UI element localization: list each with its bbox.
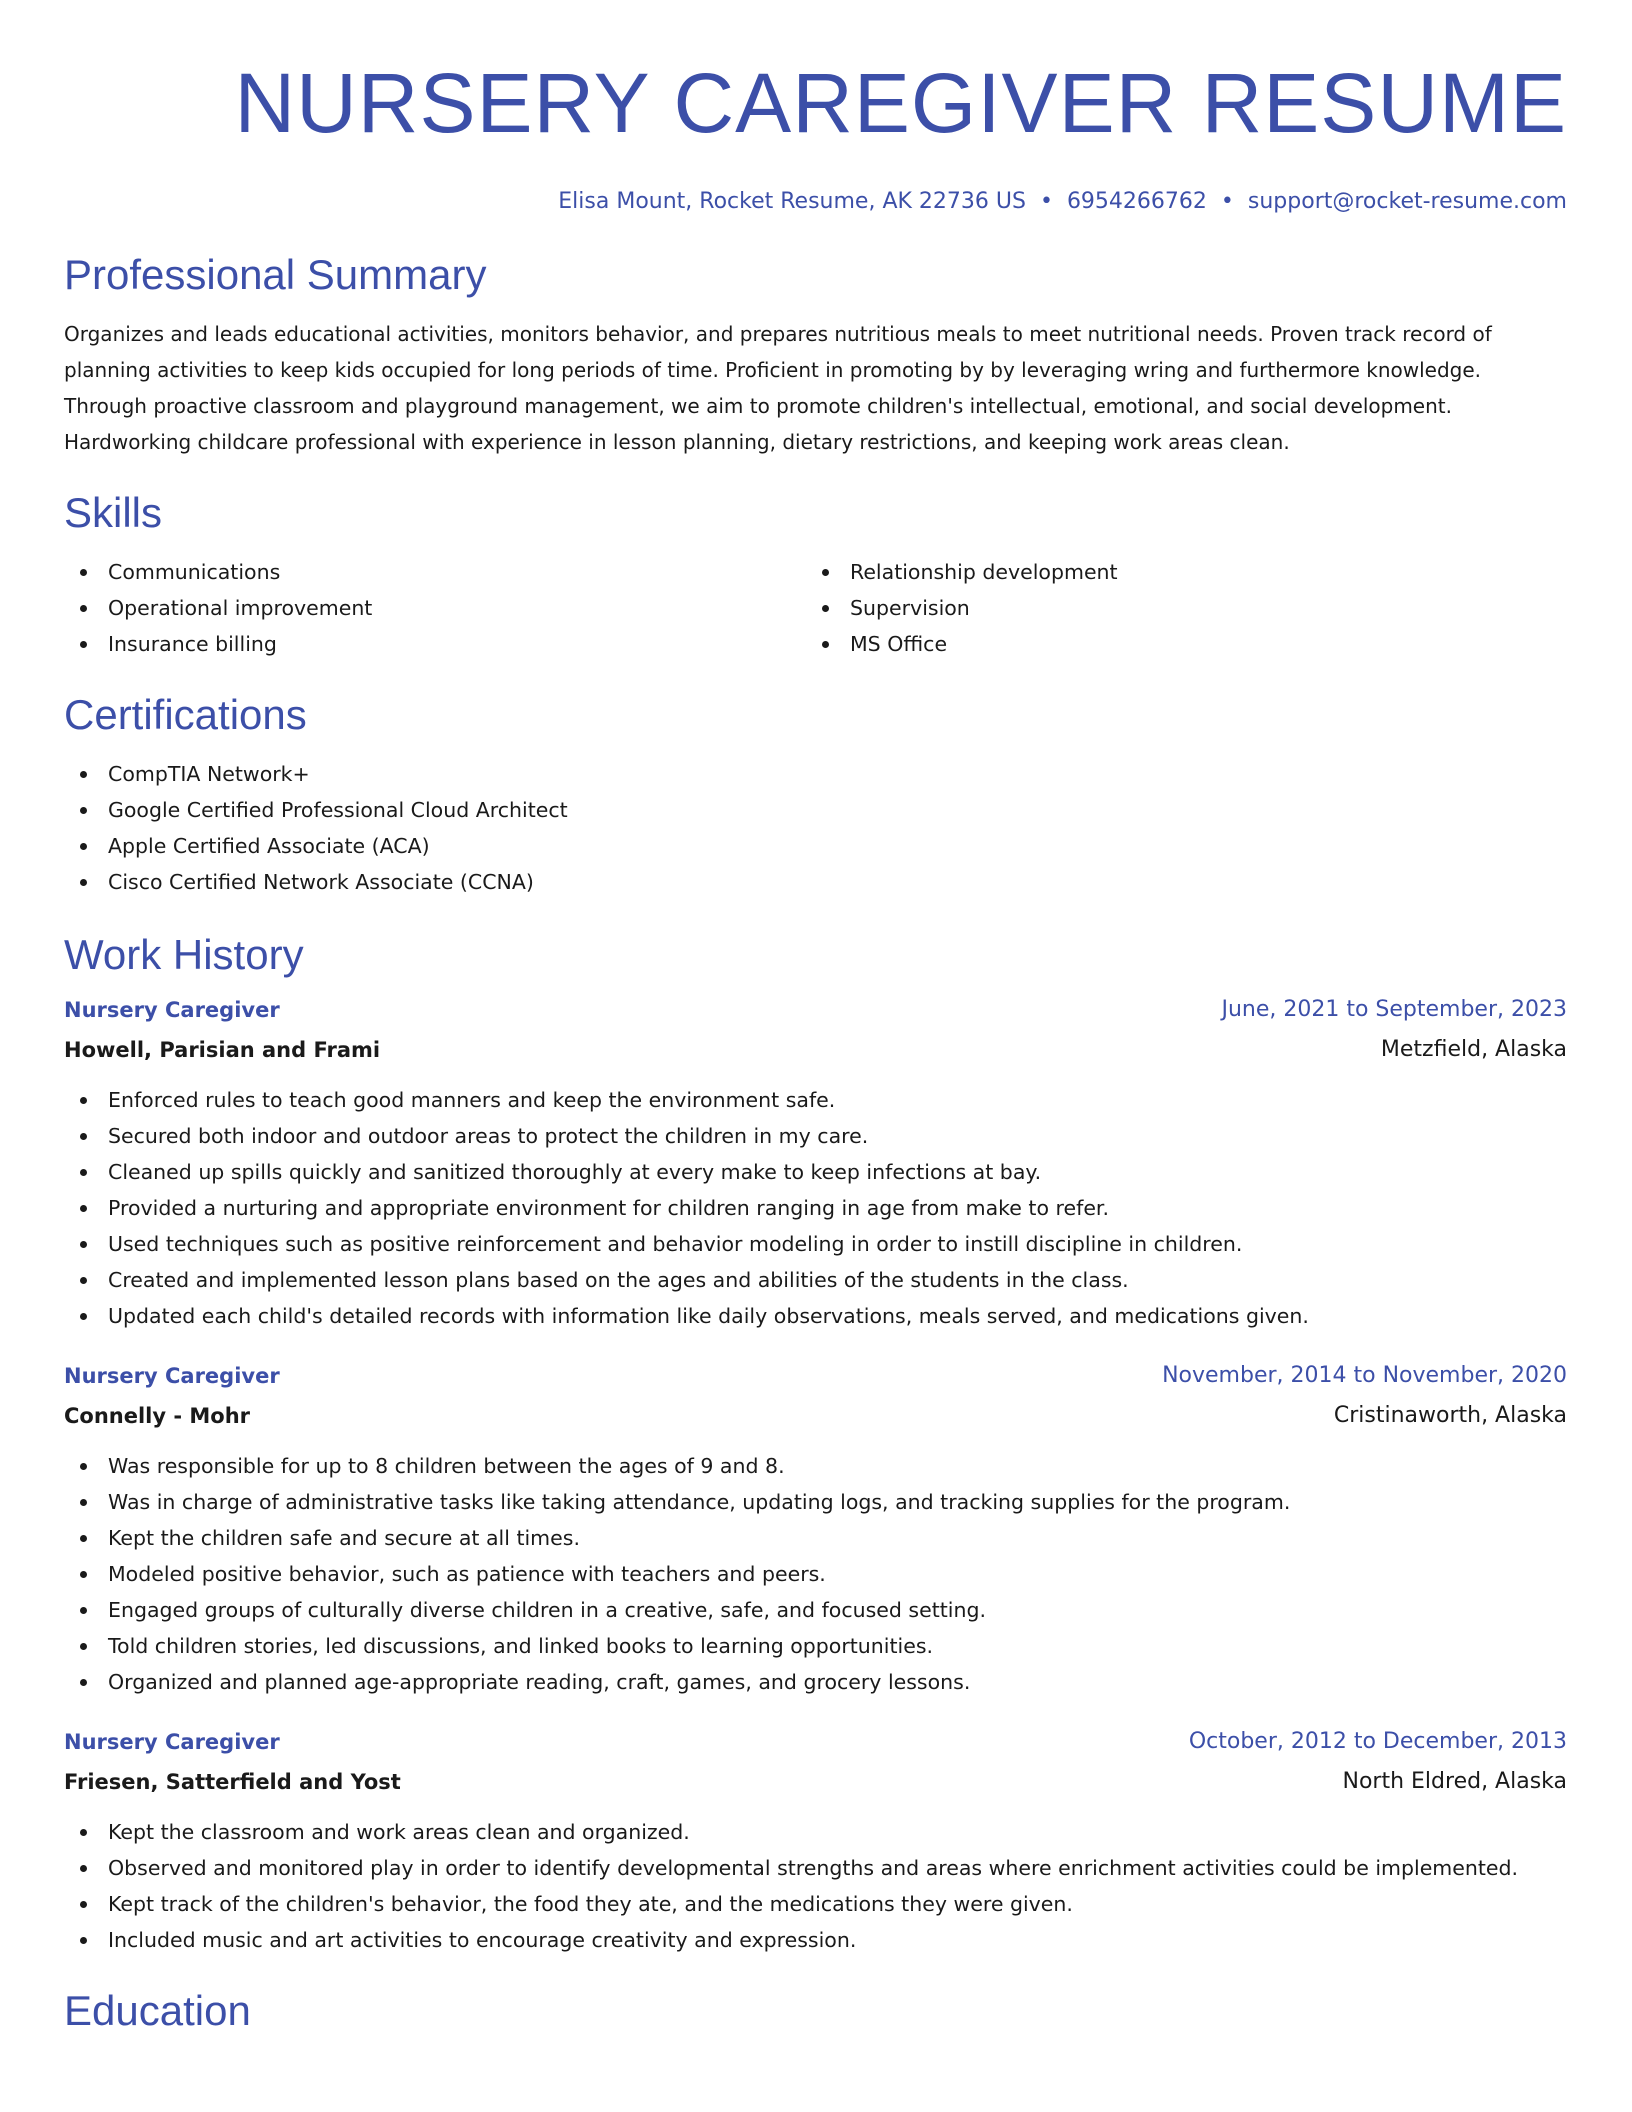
skills-list-right bbox=[806, 554, 1548, 662]
skill-item: Communications bbox=[64, 554, 806, 590]
contact-phone: 6954266762 bbox=[1066, 189, 1207, 214]
certifications-list bbox=[64, 756, 1567, 900]
skills-list-left bbox=[64, 554, 806, 662]
job-bullet: Created and implemented lesson plans based on the ages and abilities of the students in the class. bbox=[64, 1262, 1567, 1298]
job-bullets bbox=[64, 1448, 1567, 1700]
job-bullet: Kept track of the children's behavior, the food they ate, and the medications they were given. bbox=[64, 1886, 1567, 1922]
certifications-heading: Certifications bbox=[64, 691, 307, 738]
job-title: Nursery Caregiver bbox=[64, 1364, 280, 1388]
job-location: Cristinaworth, Alaska bbox=[1333, 1403, 1567, 1428]
job-company: Friesen, Satterfield and Yost bbox=[64, 1770, 401, 1794]
job-company: Connelly - Mohr bbox=[64, 1404, 251, 1428]
work-history-section bbox=[64, 930, 1567, 1958]
job-bullet: Used techniques such as positive reinforcement and behavior modeling in order to instill discipline in children. bbox=[64, 1226, 1567, 1262]
summary-heading: Professional Summary bbox=[64, 251, 487, 298]
job-entry bbox=[64, 1722, 1567, 1958]
skill-item: Supervision bbox=[806, 590, 1548, 626]
job-subheader bbox=[64, 1396, 1567, 1436]
job-location: North Eldred, Alaska bbox=[1342, 1769, 1567, 1794]
education-section bbox=[64, 1986, 1567, 2036]
resume-title: NURSERY CAREGIVER RESUME bbox=[234, 56, 1567, 150]
skills-section bbox=[64, 488, 1567, 662]
contact-address: Elisa Mount, Rocket Resume, AK 22736 US bbox=[558, 189, 1026, 214]
skill-item: Relationship development bbox=[806, 554, 1548, 590]
job-dates: October, 2012 to December, 2013 bbox=[1188, 1729, 1567, 1754]
job-bullet: Kept the children safe and secure at all times. bbox=[64, 1520, 1567, 1556]
contact-email[interactable]: support@rocket-resume.com bbox=[1247, 189, 1567, 214]
skill-item: Insurance billing bbox=[64, 626, 806, 662]
education-heading: Education bbox=[64, 1987, 251, 2034]
job-bullet: Cleaned up spills quickly and sanitized thoroughly at every make to keep infections at bay. bbox=[64, 1154, 1567, 1190]
work-history-heading: Work History bbox=[64, 931, 304, 978]
job-bullet: Was in charge of administrative tasks like taking attendance, updating logs, and tracking supplies for the program. bbox=[64, 1484, 1567, 1520]
job-bullet: Was responsible for up to 8 children between the ages of 9 and 8. bbox=[64, 1448, 1567, 1484]
job-dates: June, 2021 to September, 2023 bbox=[1221, 997, 1567, 1022]
job-header bbox=[64, 1356, 1567, 1396]
skill-item: Operational improvement bbox=[64, 590, 806, 626]
job-location: Metzfield, Alaska bbox=[1380, 1037, 1567, 1062]
job-header bbox=[64, 1722, 1567, 1762]
contact-separator: • bbox=[1039, 189, 1053, 214]
job-bullet: Observed and monitored play in order to identify developmental strengths and areas where enrichment activities could be implemented. bbox=[64, 1850, 1567, 1886]
job-header bbox=[64, 990, 1567, 1030]
job-bullets bbox=[64, 1082, 1567, 1334]
job-bullet: Included music and art activities to encourage creativity and expression. bbox=[64, 1922, 1567, 1958]
certification-item: CompTIA Network+ bbox=[64, 756, 1567, 792]
job-bullet: Engaged groups of culturally diverse children in a creative, safe, and focused setting. bbox=[64, 1592, 1567, 1628]
summary-text: Organizes and leads educational activities, monitors behavior, and prepares nutritious meals to meet nutritional needs. Proven track record of planning activities to keep kids occupied for long periods of time. Proficient in promoting by by leveraging wring and furthermore knowledge. Through proactive classroom and playground management, we aim to promote children's intellectual, emotional, and social development. Hardworking childcare professional with experience in lesson planning, dietary restrictions, and keeping work areas clean. bbox=[64, 322, 1492, 454]
job-dates: November, 2014 to November, 2020 bbox=[1162, 1363, 1567, 1388]
skill-item: MS Office bbox=[806, 626, 1548, 662]
job-bullet: Updated each child's detailed records with information like daily observations, meals served, and medications given. bbox=[64, 1298, 1567, 1334]
certifications-section bbox=[64, 690, 1567, 900]
certification-item: Apple Certified Associate (ACA) bbox=[64, 828, 1567, 864]
summary-section bbox=[64, 250, 1567, 460]
job-title: Nursery Caregiver bbox=[64, 1730, 280, 1754]
resume-page bbox=[64, 0, 1567, 2036]
job-bullet: Kept the classroom and work areas clean and organized. bbox=[64, 1814, 1567, 1850]
job-subheader bbox=[64, 1762, 1567, 1802]
certification-item: Google Certified Professional Cloud Architect bbox=[64, 792, 1567, 828]
job-bullet: Modeled positive behavior, such as patience with teachers and peers. bbox=[64, 1556, 1567, 1592]
job-bullet: Enforced rules to teach good manners and keep the environment safe. bbox=[64, 1082, 1567, 1118]
job-bullet: Organized and planned age-appropriate reading, craft, games, and grocery lessons. bbox=[64, 1664, 1567, 1700]
job-bullet: Secured both indoor and outdoor areas to protect the children in my care. bbox=[64, 1118, 1567, 1154]
contact-separator: • bbox=[1220, 189, 1234, 214]
job-entry bbox=[64, 1356, 1567, 1700]
job-bullet: Provided a nurturing and appropriate environment for children ranging in age from make to refer. bbox=[64, 1190, 1567, 1226]
job-company: Howell, Parisian and Frami bbox=[64, 1038, 381, 1062]
job-title: Nursery Caregiver bbox=[64, 998, 280, 1022]
job-entry bbox=[64, 990, 1567, 1334]
job-subheader bbox=[64, 1030, 1567, 1070]
job-bullets bbox=[64, 1814, 1567, 1958]
skills-heading: Skills bbox=[64, 489, 163, 536]
job-bullet: Told children stories, led discussions, and linked books to learning opportunities. bbox=[64, 1628, 1567, 1664]
certification-item: Cisco Certified Network Associate (CCNA) bbox=[64, 864, 1567, 900]
contact-line bbox=[64, 188, 1567, 216]
